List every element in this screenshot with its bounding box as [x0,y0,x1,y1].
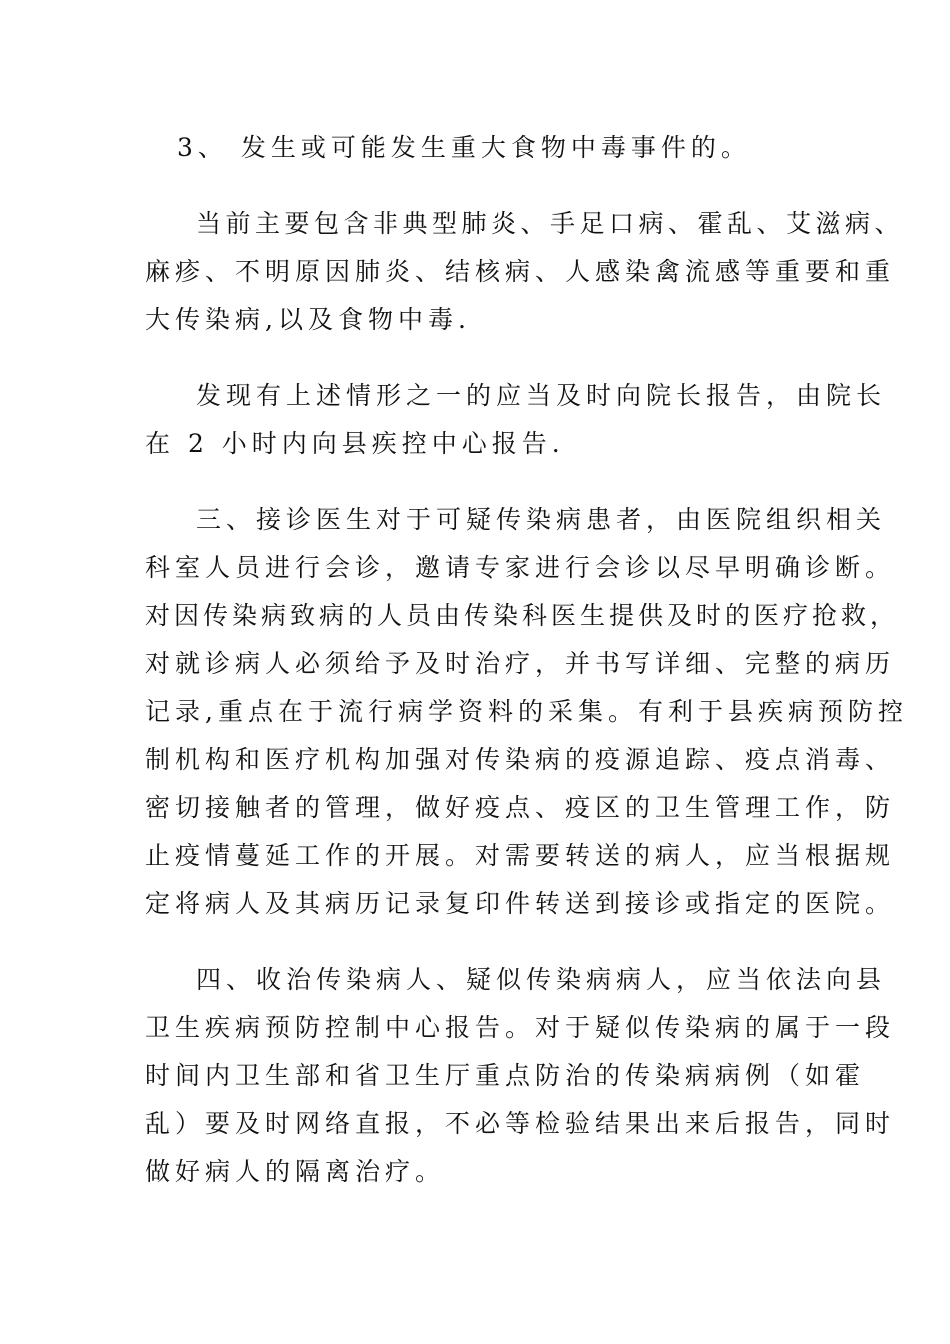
section-4-line-4: 乱）要及时网络直报，不必等检验结果出来后报告，同时 [145,1109,896,1138]
section-3-line-7: 密切接触者的管理，做好疫点、疫区的卫生管理工作，防 [145,793,896,822]
section-3-line-5: 记录,重点在于流行病学资料的采集。有利于县疾病预防控 [145,697,908,726]
section-3-line-1: 三、接诊医生对于可疑传染病患者，由医院组织相关 [196,505,887,534]
report-rule-line-2: 在 2 小时内向县疾控中心报告. [145,429,565,458]
diseases-line-1: 当前主要包含非典型肺炎、手足口病、霍乱、艾滋病、 [196,209,905,238]
section-3-line-8: 止疫情蔓延工作的开展。对需要转送的病人，应当根据规 [145,841,896,870]
section-3-line-4: 对就诊病人必须给予及时治疗，并书写详细、完整的病历 [145,649,896,678]
section-3-line-2: 科室人员进行会诊，邀请专家进行会诊以尽早明确诊断。 [145,553,896,582]
section-4-line-2: 卫生疾病预防控制中心报告。对于疑似传染病的属于一段 [145,1013,896,1042]
section-4-line-5: 做好病人的隔离治疗。 [145,1157,446,1186]
section-3-line-3: 对因传染病致病的人员由传染科医生提供及时的医疗抢救， [145,601,900,630]
diseases-line-3: 大传染病,以及食物中毒. [145,305,471,334]
diseases-line-2: 麻疹、不明原因肺炎、结核病、人感染禽流感等重要和重 [145,257,896,286]
report-rule-line-1: 发现有上述情形之一的应当及时向院长报告，由院长 [196,381,887,410]
section-3-line-6: 制机构和医疗机构加强对传染病的疫源追踪、疫点消毒、 [145,745,896,774]
item-3-line-1: 3、 发生或可能发生重大食物中毒事件的。 [177,133,751,162]
section-4-line-1: 四、收治传染病人、疑似传染病病人，应当依法向县 [196,965,887,994]
section-3-line-9: 定将病人及其病历记录复印件转送到接诊或指定的医院。 [145,889,896,918]
section-4-line-3: 时间内卫生部和省卫生厅重点防治的传染病病例（如霍 [145,1061,866,1090]
